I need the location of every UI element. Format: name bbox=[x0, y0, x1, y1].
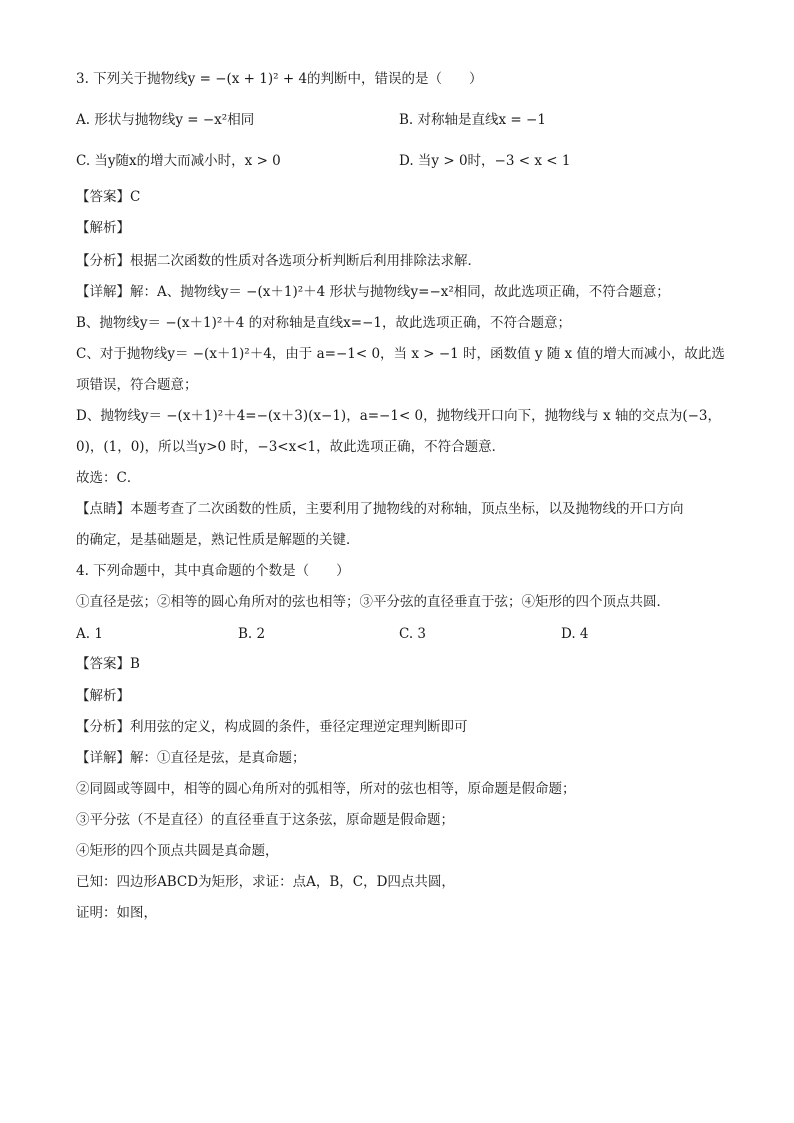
q4-detail-line: 已知：四边形ABCD为矩形，求证：点A，B，C，D四点共圆， bbox=[76, 874, 455, 890]
q3-detail-line: D、抛物线y＝ −(x＋1)²＋4=−(x＋3)(x−1)，a=−1< 0，抛物线开口向下，抛物线与 x 轴的交点为(−3， bbox=[76, 408, 722, 424]
q3-detail-line: B、抛物线y＝ −(x＋1)²＋4 的对称轴是直线x=−1，故此选项正确，不符合题意； bbox=[76, 315, 572, 331]
q3-detail-line: 项错误，符合题意； bbox=[76, 377, 198, 393]
q3-comment-line: 的确定，是基础题是，熟记性质是解题的关键． bbox=[76, 532, 360, 548]
q3-detail-line: 0)，(1，0)，所以当y>0 时，−3<x<1，故此选项正确，不符合题意． bbox=[76, 439, 506, 455]
q3-option-c: C. 当y随x的增大而减小时，x > 0 bbox=[76, 153, 281, 169]
q4-analysis-title: 【解析】 bbox=[76, 688, 130, 704]
q4-detail-line: 证明：如图， bbox=[76, 905, 157, 921]
q4-option-c: C. 3 bbox=[399, 626, 427, 642]
q4-detail-line: ②同圆或等圆中，相等的圆心角所对的弧相等，所对的弦也相等，原命题是假命题； bbox=[76, 781, 576, 797]
q4-detail-line: ③平分弦（不是直径）的直径垂直于这条弦，原命题是假命题； bbox=[76, 812, 454, 828]
q4-answer: 【答案】B bbox=[76, 656, 140, 672]
q3-analysis: 【分析】根据二次函数的性质对各选项分析判断后利用排除法求解． bbox=[76, 253, 481, 269]
q3-option-a: A. 形状与抛物线y = −x²相同 bbox=[76, 112, 255, 128]
q3-detail-line: C、对于抛物线y＝ −(x＋1)²＋4，由于 a=−1< 0，当 x > −1 时，函数值 y 随 x 值的增大而减小，故此选 bbox=[76, 346, 725, 362]
q4-stem: 4. 下列命题中，其中真命题的个数是（ ） bbox=[76, 563, 350, 579]
q3-comment-line: 【点睛】本题考查了二次函数的性质，主要利用了抛物线的对称轴，顶点坐标，以及抛物线的开口方向 bbox=[76, 501, 684, 517]
q4-option-d: D. 4 bbox=[561, 626, 589, 642]
q3-choose: 故选：C． bbox=[76, 470, 141, 486]
q3-option-d: D. 当y > 0时，−3 < x < 1 bbox=[399, 153, 571, 169]
q4-detail-line: ④矩形的四个顶点共圆是真命题， bbox=[76, 843, 279, 859]
q4-statements: ①直径是弦；②相等的圆心角所对的弦也相等；③平分弦的直径垂直于弦；④矩形的四个顶点共圆． bbox=[76, 594, 670, 610]
q4-option-a: A. 1 bbox=[76, 626, 103, 642]
q4-analysis: 【分析】利用弦的定义，构成圆的条件，垂径定理逆定理判断即可 bbox=[76, 719, 468, 735]
q3-detail-line: 【详解】解：A、抛物线y＝ −(x＋1)²＋4 形状与抛物线y=−x²相同，故此选项正确，不符合题意； bbox=[76, 284, 670, 300]
q3-answer: 【答案】C bbox=[76, 189, 141, 205]
q4-option-b: B. 2 bbox=[238, 626, 266, 642]
q3-analysis-title: 【解析】 bbox=[76, 220, 130, 236]
q3-option-b: B. 对称轴是直线x = −1 bbox=[399, 112, 546, 128]
q3-stem: 3. 下列关于抛物线y = −(x + 1)² + 4的判断中，错误的是（ ） bbox=[76, 71, 483, 87]
q4-detail-line: 【详解】解：①直径是弦，是真命题； bbox=[76, 750, 306, 766]
